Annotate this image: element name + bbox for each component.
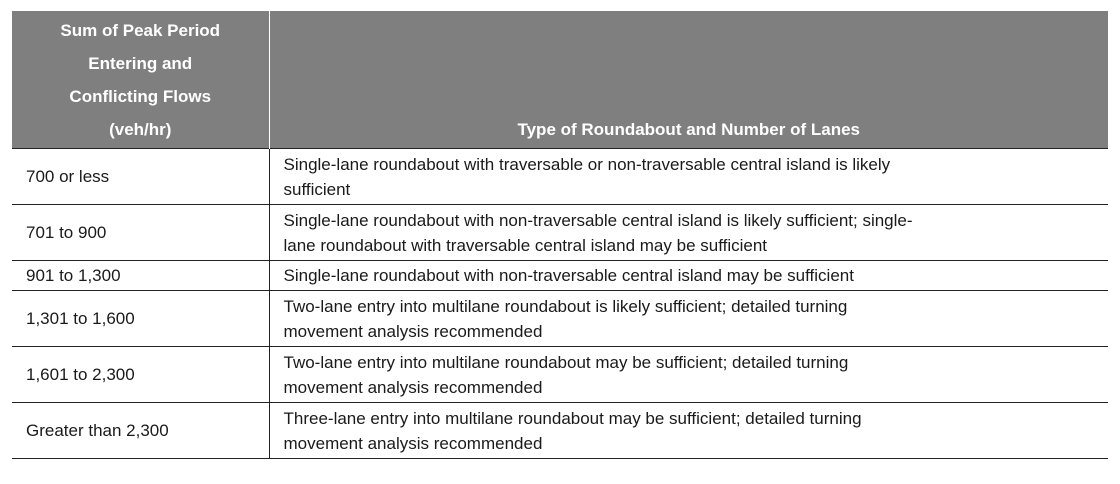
header-flows-line: Conflicting Flows	[69, 86, 212, 106]
description-cell	[269, 291, 1108, 347]
flow-cell: 1,601 to 2,300	[12, 347, 269, 403]
description-cell	[269, 261, 1108, 291]
flow-cell: 901 to 1,300	[12, 261, 269, 291]
description-line: Two-lane entry into multilane roundabout is likely sufficient; detailed turning	[283, 296, 848, 316]
table-row	[12, 149, 1108, 205]
table-row	[12, 403, 1108, 459]
roundabout-lanes-table	[12, 11, 1108, 459]
description-line: sufficient	[283, 179, 351, 199]
flow-cell: 701 to 900	[12, 205, 269, 261]
header-roundabout-type: Type of Roundabout and Number of Lanes	[269, 11, 1108, 149]
header-flows-line: Entering and	[88, 53, 193, 73]
description-line: Three-lane entry into multilane roundabout may be sufficient; detailed turning	[283, 408, 862, 428]
table-row	[12, 205, 1108, 261]
table-row	[12, 291, 1108, 347]
flow-cell: 1,301 to 1,600	[12, 291, 269, 347]
table-row	[12, 347, 1108, 403]
description-line: lane roundabout with traversable central island may be sufficient	[283, 235, 768, 255]
header-flows	[12, 11, 269, 149]
description-line: Single-lane roundabout with non-traversable central island may be sufficient	[283, 266, 854, 285]
flow-cell: Greater than 2,300	[12, 403, 269, 459]
table-header-row	[12, 11, 1108, 149]
description-cell	[269, 205, 1108, 261]
description-line: movement analysis recommended	[283, 377, 543, 397]
description-line: Two-lane entry into multilane roundabout may be sufficient; detailed turning	[283, 352, 849, 372]
flow-cell: 700 or less	[12, 149, 269, 205]
description-line: movement analysis recommended	[283, 321, 543, 341]
description-line: Single-lane roundabout with non-traversable central island is likely sufficient; single-	[283, 210, 913, 230]
header-flows-line: Sum of Peak Period	[60, 20, 221, 40]
description-line: movement analysis recommended	[283, 433, 543, 453]
table-row	[12, 261, 1108, 291]
description-cell	[269, 149, 1108, 205]
header-flows-line: (veh/hr)	[109, 119, 172, 139]
description-line: Single-lane roundabout with traversable or non-traversable central island is likely	[283, 154, 891, 174]
description-cell	[269, 347, 1108, 403]
description-cell	[269, 403, 1108, 459]
